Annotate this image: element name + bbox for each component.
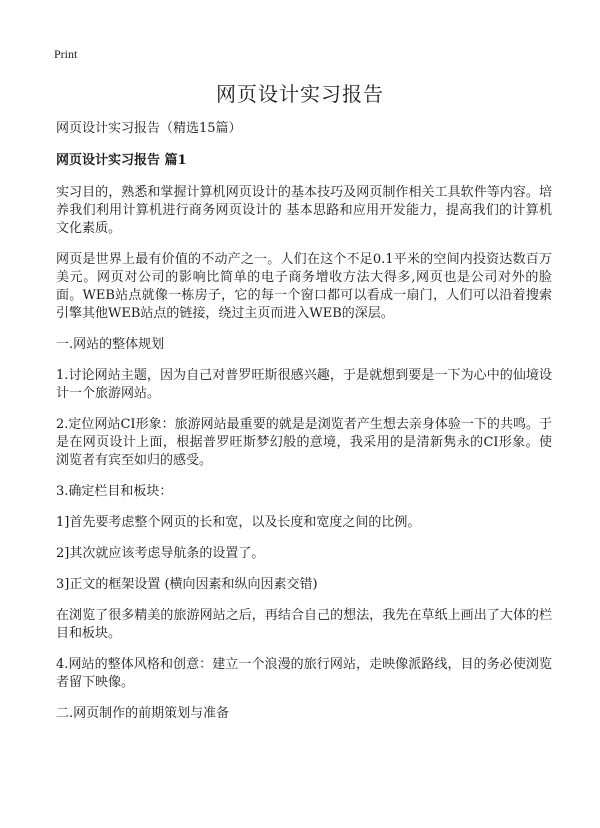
heading-overall-plan: 一.网站的整体规划 bbox=[56, 337, 165, 352]
paragraph-columns: 3.确定栏目和板块： bbox=[56, 484, 173, 499]
list-item-frame: 3]正文的框架设置 (横向因素和纵向因素交错) bbox=[56, 577, 318, 592]
paragraph-theme: 1.讨论网站主题，因为自己对普罗旺斯很感兴趣，于是就想到要是一下为心中的仙境设计一个旅游网站。 bbox=[56, 368, 552, 401]
list-item-nav: 2]其次就应该考虑导航条的设置了。 bbox=[56, 546, 265, 561]
paragraph-intro: 网页是世界上最有价值的不动产之一。人们在这个不足0.1平米的空间内投资达数百万美元。网页对公司的影响比简单的电子商务增收方法大得多,网页也是公司对外的脸面。WEB站点就像一栋房子，它的每一个窗口都可以看成一扇门，人们可以沿着搜索引擎其他WEB站点的链接，绕过主页而进入WEB的深层。 bbox=[56, 252, 552, 321]
section-heading: 网页设计实习报告 篇1 bbox=[56, 153, 187, 168]
paragraph-ci-image: 2.定位网站CI形象：旅游网站最重要的就是是浏览者产生想去亲身体验一下的共鸣。于是在网页设计上面，根据普罗旺斯梦幻般的意境，我采用的是清新隽永的CI形象。使浏览者有宾至如归的感受。 bbox=[56, 417, 552, 468]
document-title: 网页设计实习报告 bbox=[216, 82, 384, 106]
list-item-size: 1]首先要考虑整个网页的长和宽，以及长度和宽度之间的比例。 bbox=[56, 515, 421, 530]
print-link[interactable]: Print bbox=[54, 47, 78, 61]
paragraph-sketch: 在浏览了很多精美的旅游网站之后，再结合自己的想法，我先在草纸上画出了大体的栏目和板块。 bbox=[56, 608, 552, 641]
document-subtitle: 网页设计实习报告（精选15篇） bbox=[56, 121, 242, 136]
document-body bbox=[56, 120, 552, 736]
paragraph-purpose: 实习目的，熟悉和掌握计算机网页设计的基本技巧及网页制作相关工具软件等内容。培养我们利用计算机进行商务网页设计的 基本思路和应用开发能力，提高我们的计算机文化素质。 bbox=[56, 185, 552, 236]
heading-preparation: 二.网页制作的前期策划与准备 bbox=[56, 706, 230, 721]
paragraph-style: 4.网站的整体风格和创意：建立一个浪漫的旅行网站，走映像派路线，目的务必使浏览者留下映像。 bbox=[56, 657, 552, 690]
